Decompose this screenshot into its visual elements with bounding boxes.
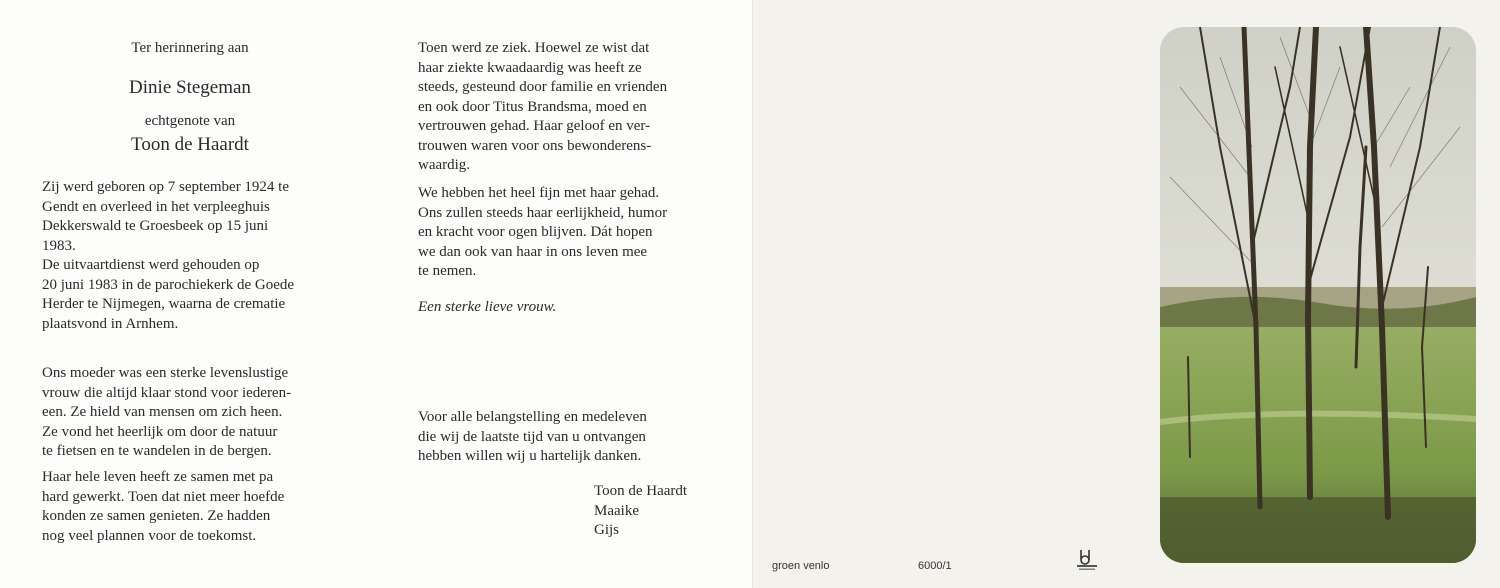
printer-logo-icon [1072, 546, 1102, 572]
text-line: Ze vond het heerlijk om door de natuur [42, 423, 278, 440]
thanks-paragraph [418, 408, 714, 467]
text-line: Ons zullen steeds haar eerlijkheid, humor [418, 204, 668, 221]
signature-name: Maaike [594, 502, 639, 519]
signature-list [594, 482, 687, 541]
text-line: plaatsvond in Arnhem. [42, 315, 179, 332]
text-line: haar ziekte kwaadaardig was heeft ze [418, 59, 642, 76]
text-line: vertrouwen gehad. Haar geloof en ver- [418, 118, 651, 134]
intro-line: Ter herinnering aan [131, 40, 249, 56]
text-line: en ook door Titus Brandsma, moed en [418, 98, 647, 115]
text-line: konden ze samen genieten. Ze hadden [42, 508, 271, 524]
text-line: Ons moeder was een sterke levenslustige [42, 365, 289, 381]
text-line: Zij werd geboren op 7 september 1924 te [42, 179, 290, 195]
text-line: waardig. [418, 157, 471, 173]
text-line: hard gewerkt. Toen dat niet meer hoefde [42, 488, 285, 505]
text-line: De uitvaartdienst werd gehouden op [42, 257, 260, 273]
text-line: Haar hele leven heeft ze samen met pa [42, 469, 274, 485]
text-line: steeds, gesteund door familie en vrienden [418, 79, 668, 95]
signature-name: Gijs [594, 522, 620, 538]
text-line: We hebben het heel fijn met haar gehad. [418, 185, 660, 201]
quote-line: Een sterke lieve vrouw. [418, 299, 557, 315]
text-line: en kracht voor ogen blijven. Dát hopen [418, 224, 653, 240]
card-code: 6000/1 [918, 560, 952, 572]
biography-paragraph [42, 178, 340, 334]
card-fold [752, 0, 753, 588]
text-line: Toen werd ze ziek. Hoewel ze wist dat [418, 40, 650, 56]
text-line: een. Ze hield van mensen om zich heen. [42, 404, 283, 420]
text-line: die wij de laatste tijd van u ontvangen [418, 428, 646, 445]
text-line: Gendt en overleed in het verpleeghuis [42, 198, 270, 215]
illness-paragraph [418, 39, 714, 176]
text-line: trouwen waren voor ons bewonderens- [418, 137, 652, 154]
life-paragraph [42, 468, 340, 546]
text-line: te fietsen en te wandelen in de bergen. [42, 443, 272, 459]
text-line: Dekkerswald te Groesbeek op 15 juni [42, 218, 269, 234]
spouse-of-line: echtgenote van [144, 113, 236, 129]
text-line: te nemen. [418, 263, 477, 279]
landscape-photo [1160, 27, 1476, 563]
character-paragraph [42, 364, 340, 462]
text-line: 1983. [42, 237, 76, 254]
signature-name: Toon de Haardt [594, 483, 688, 499]
memory-paragraph [418, 184, 714, 282]
text-line: vrouw die altijd klaar stond voor iederen- [42, 384, 292, 401]
text-line: Herder te Nijmegen, waarna de crematie [42, 296, 286, 312]
text-line: 20 juni 1983 in de parochiekerk de Goede [42, 276, 295, 293]
printer-label: groen venlo [772, 560, 830, 572]
text-line: we dan ook van haar in ons leven mee [418, 243, 648, 260]
text-line: nog veel plannen voor de toekomst. [42, 527, 257, 544]
text-line: hebben willen wij u hartelijk danken. [418, 448, 642, 464]
spouse-name: Toon de Haardt [131, 134, 249, 155]
text-line: Voor alle belangstelling en medeleven [418, 409, 647, 425]
deceased-name: Dinie Stegeman [129, 77, 251, 98]
